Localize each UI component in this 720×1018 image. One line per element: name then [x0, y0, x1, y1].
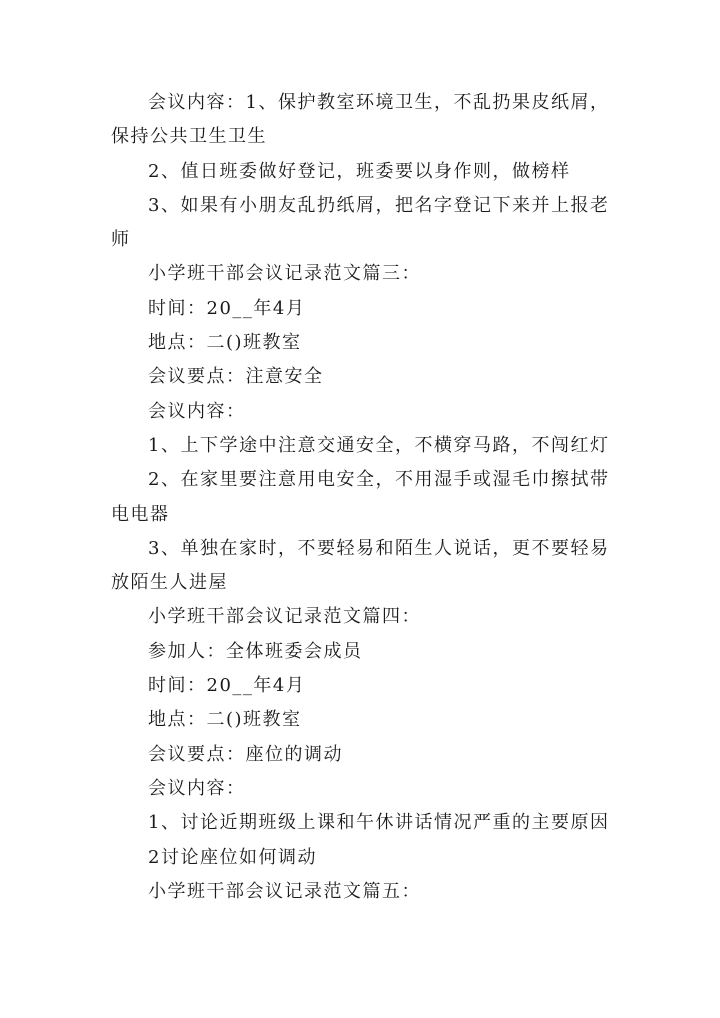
- text-line: 地点：二()班教室: [148, 709, 302, 731]
- text-line: 会议要点：座位的调动: [148, 743, 343, 765]
- section-heading: 小学班干部会议记录范文篇五：: [148, 880, 421, 902]
- text-line: 会议要点：注意安全: [148, 366, 324, 388]
- text-line: 2讨论座位如何调动: [148, 846, 317, 868]
- text-line: 地点：二()班教室: [148, 332, 302, 354]
- text-line: 放陌生人进屋: [111, 572, 228, 594]
- text-line: 2、值日班委做好登记，班委要以身作则，做榜样: [148, 160, 571, 182]
- text-line: 电电器: [111, 503, 170, 525]
- document-body: [111, 86, 611, 909]
- section-heading: 小学班干部会议记录范文篇三：: [148, 263, 421, 285]
- text-line: 3、单独在家时，不要轻易和陌生人说话，更不要轻易: [148, 537, 610, 559]
- text-line: 会议内容：1、保护教室环境卫生，不乱扔果皮纸屑，: [148, 92, 610, 113]
- text-line: 会议内容：: [148, 777, 246, 799]
- text-line: 会议内容：: [148, 400, 246, 422]
- text-line: 1、上下学途中注意交通安全，不横穿马路，不闯红灯: [148, 434, 610, 456]
- text-line: 师: [111, 229, 131, 251]
- text-line: 时间：20__年4月: [148, 675, 306, 697]
- text-line: 参加人：全体班委会成员: [148, 640, 363, 662]
- text-line: 1、讨论近期班级上课和午休讲话情况严重的主要原因: [148, 812, 610, 834]
- section-heading: 小学班干部会议记录范文篇四：: [148, 606, 421, 628]
- text-line: 3、如果有小朋友乱扔纸屑，把名字登记下来并上报老: [148, 194, 610, 216]
- text-line: 时间：20__年4月: [148, 297, 306, 319]
- text-line: 2、在家里要注意用电安全，不用湿手或湿毛巾擦拭带: [148, 469, 610, 491]
- text-line: 保持公共卫生卫生: [111, 126, 267, 148]
